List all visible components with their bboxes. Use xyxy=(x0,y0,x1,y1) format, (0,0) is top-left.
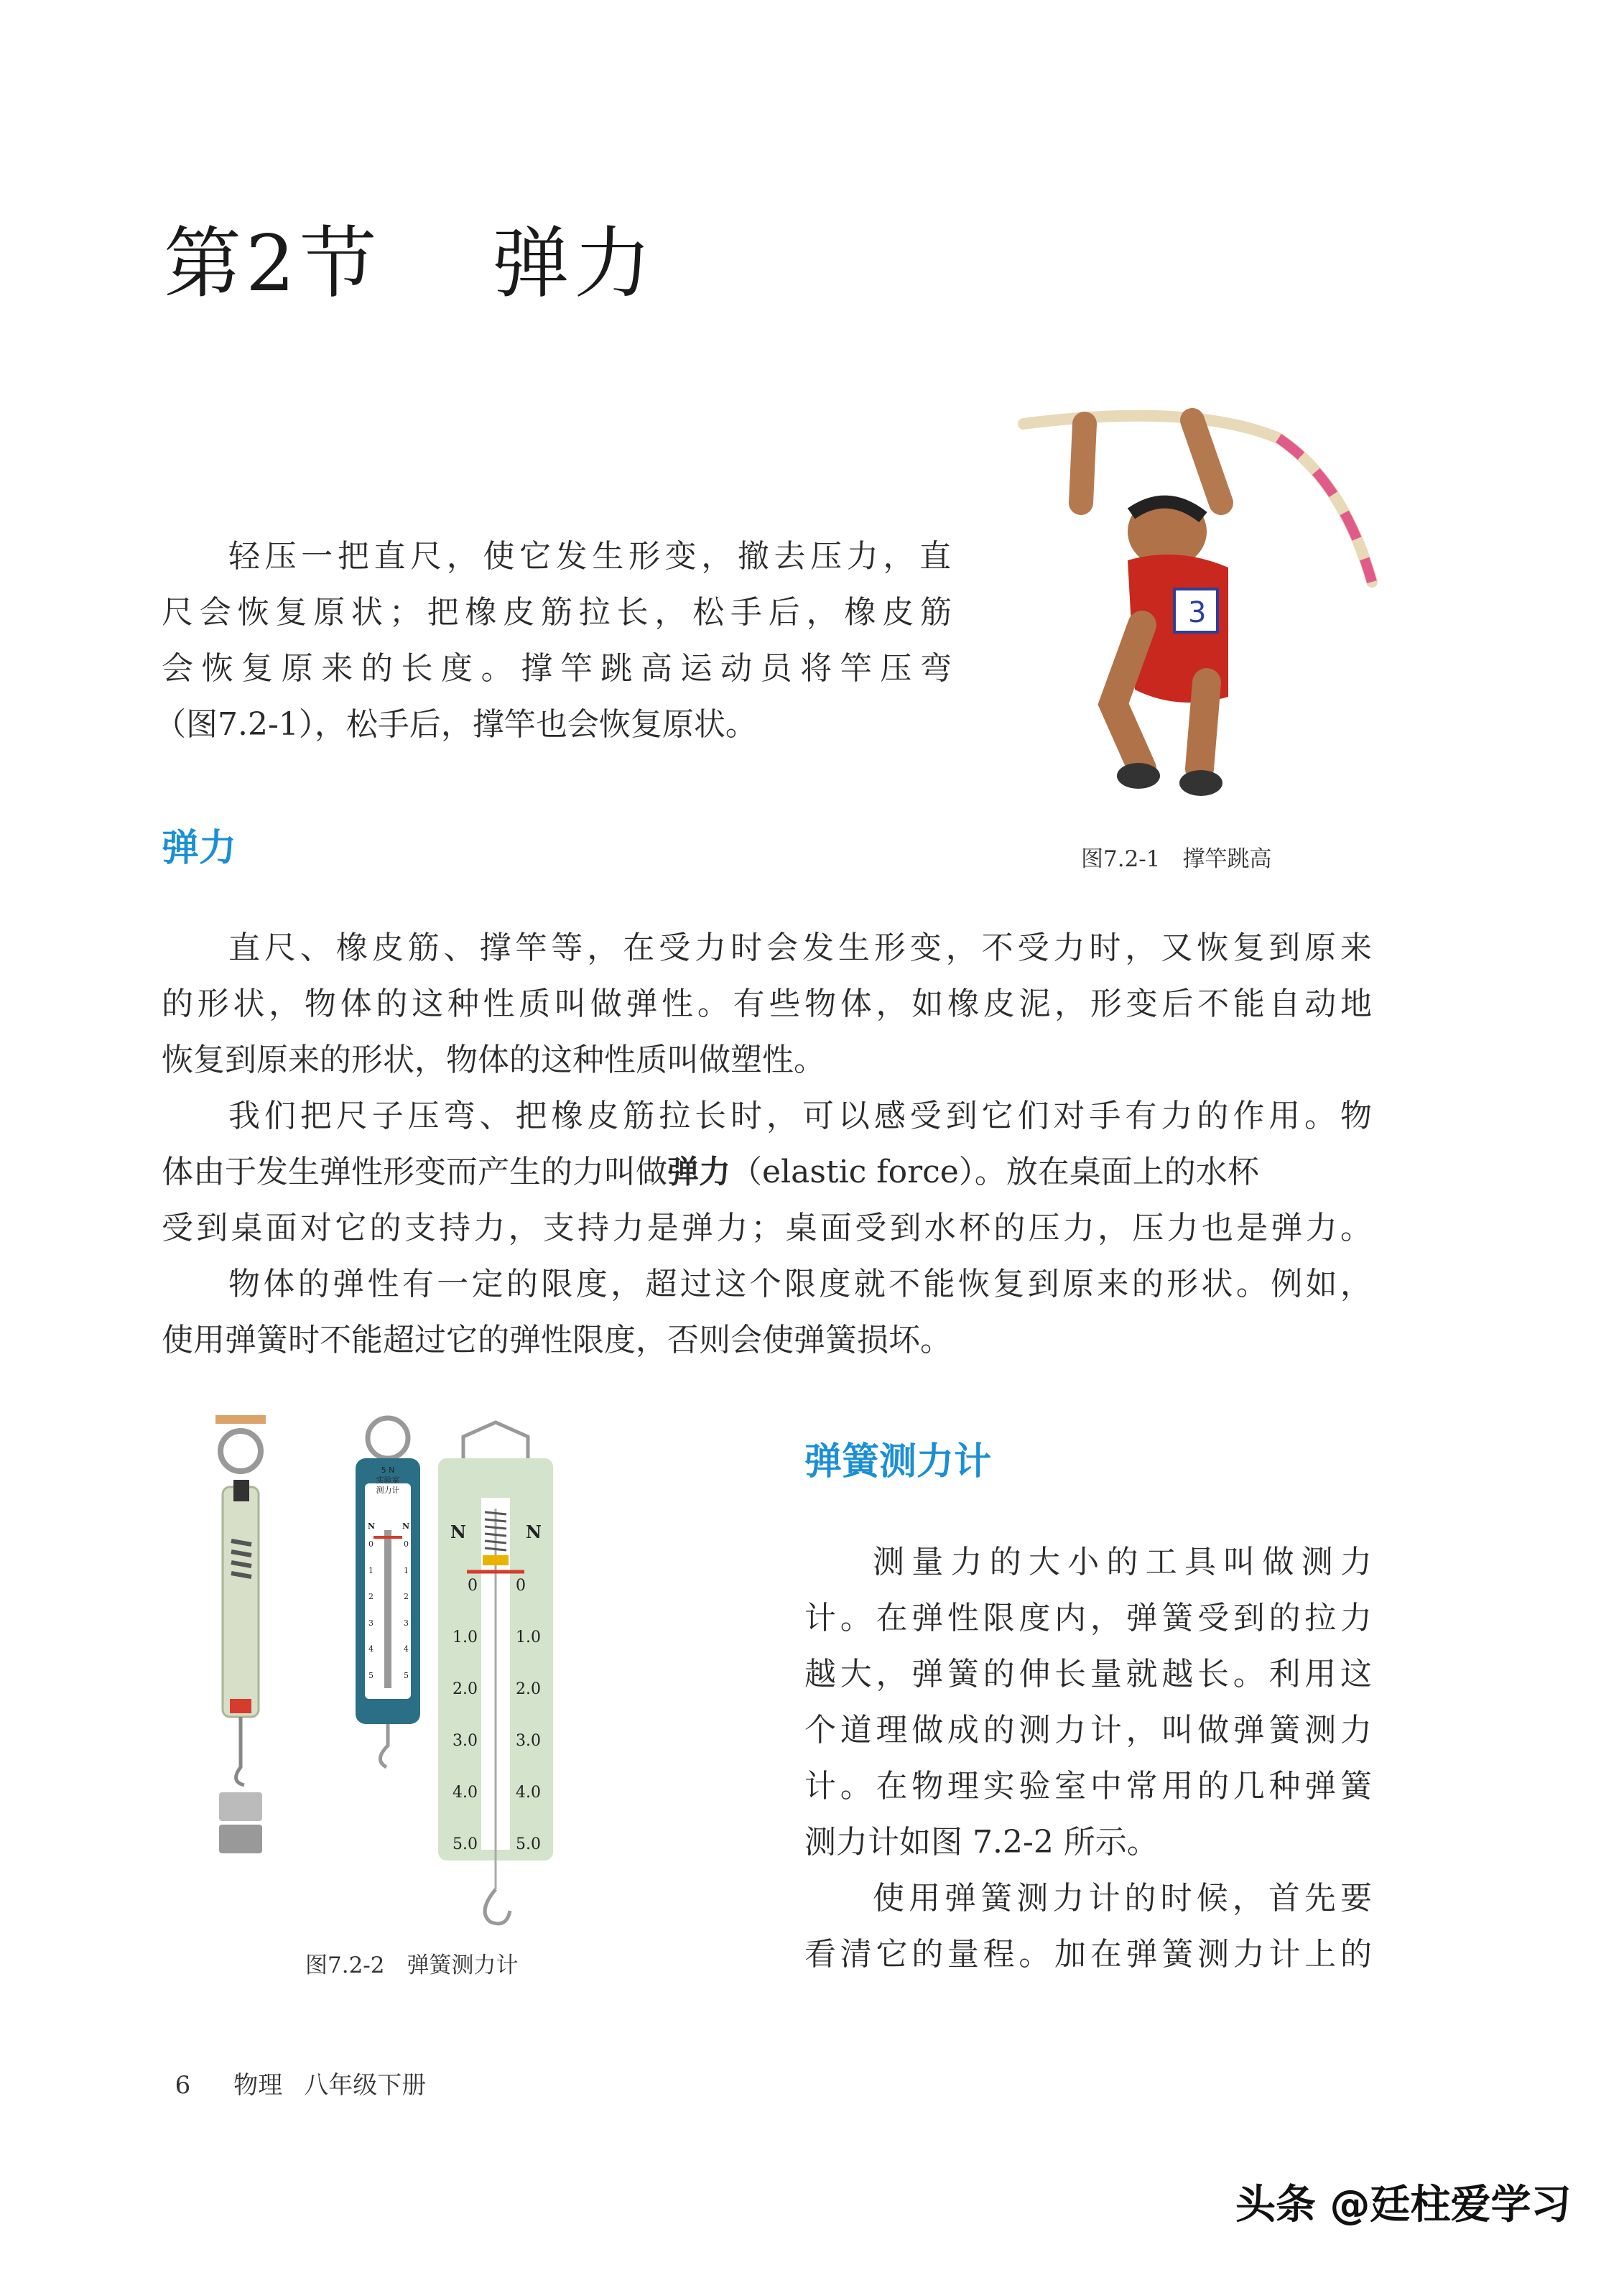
scale-b-ticks-right xyxy=(404,1532,409,1689)
footer-book: 八年级下册 xyxy=(304,2071,427,2100)
unit-label: N xyxy=(450,1521,466,1542)
text-line: 计。在物理实验室中常用的几种弹簧 xyxy=(804,1768,1372,1805)
label: 测力计 xyxy=(376,1486,400,1495)
text-line: （图7.2-1），松手后，撑竿也会恢复原状。 xyxy=(154,706,757,743)
scale-b-ticks-left xyxy=(368,1532,373,1689)
tick-label: 2 xyxy=(404,1592,409,1601)
text-line: 使用弹簧时不能超过它的弹性限度，否则会使弹簧损坏。 xyxy=(162,1322,952,1358)
page-title: 第2节 弹力 xyxy=(164,219,656,309)
tick-label: 5.0 xyxy=(516,1835,541,1853)
unit-label: N xyxy=(526,1521,542,1542)
bib-number: 3 xyxy=(1188,596,1207,629)
text-line: 物体的弹性有一定的限度，超过这个限度就不能恢复到原来的形状。例如， xyxy=(228,1266,1372,1302)
label: 实验室 xyxy=(376,1476,400,1485)
text-line xyxy=(162,1151,1259,1194)
text-line: 看清它的量程。加在弹簧测力计上的 xyxy=(804,1936,1372,1973)
unit-label: N xyxy=(368,1521,376,1531)
tick-label: 0 xyxy=(368,1539,373,1549)
tick-label: 5 xyxy=(368,1670,373,1680)
tick-label: 5 xyxy=(404,1670,409,1680)
scale-b-header xyxy=(371,1465,405,1496)
tick-label: 0 xyxy=(516,1577,526,1595)
text-line: 恢复到原来的形状，物体的这种性质叫做塑性。 xyxy=(162,1042,825,1078)
label: 5 N xyxy=(381,1465,395,1475)
pole-vault-photo xyxy=(1013,395,1386,812)
text-line: 轻压一把直尺，使它发生形变，撤去压力，直 xyxy=(228,538,951,575)
tick-label: 3.0 xyxy=(453,1732,478,1750)
tick-label: 3 xyxy=(368,1618,373,1628)
tick-label: 1 xyxy=(368,1565,373,1575)
tick-label: 4.0 xyxy=(453,1784,478,1802)
tick-label: 2.0 xyxy=(516,1680,541,1698)
text-line: 测量力的大小的工具叫做测力 xyxy=(873,1544,1372,1580)
text-line: 受到桌面对它的支持力，支持力是弹力；桌面受到水杯的压力，压力也是弹力。 xyxy=(162,1210,1372,1246)
text: 体由于发生弹性形变而产生的力叫做 xyxy=(162,1154,667,1190)
tick-label: 1.0 xyxy=(516,1629,541,1646)
text-line: 尺会恢复原状；把橡皮筋拉长，松手后，橡皮筋 xyxy=(162,594,952,631)
spring-scale-drawings xyxy=(194,1394,625,1940)
text-line: 测力计如图 7.2-2 所示。 xyxy=(804,1824,1159,1861)
tick-label: 1.0 xyxy=(453,1629,478,1646)
text-line: 越大，弹簧的伸长量就越长。利用这 xyxy=(804,1656,1372,1692)
tick-label: 5.0 xyxy=(453,1835,478,1853)
page-number: 6 xyxy=(175,2071,191,2100)
text-line: 使用弹簧测力计的时候，首先要 xyxy=(873,1880,1372,1917)
text-line: 会恢复原来的长度。撑竿跳高运动员将竿压弯 xyxy=(162,650,952,687)
scale-c-ticks-left xyxy=(442,1560,478,1871)
tick-label: 4 xyxy=(368,1644,373,1654)
section-heading-elastic-force: 弹力 xyxy=(162,827,237,870)
tick-label: 2 xyxy=(368,1592,373,1601)
text-line: 的形状，物体的这种性质叫做弹性。有些物体，如橡皮泥，形变后不能自动地 xyxy=(162,986,1372,1022)
text-line: 直尺、橡皮筋、撑竿等，在受力时会发生形变，不受力时，又恢复到原来 xyxy=(228,930,1372,966)
tick-label: 1 xyxy=(404,1565,409,1575)
scale-c-ticks-right xyxy=(516,1560,541,1871)
tick-label: 3 xyxy=(404,1618,409,1628)
text-line: 个道理做成的测力计，叫做弹簧测力 xyxy=(804,1712,1372,1748)
footer-subject: 物理 xyxy=(233,2071,283,2100)
watermark: 头条 @廷柱爱学习 xyxy=(1235,2182,1572,2228)
tick-label: 4 xyxy=(404,1644,409,1654)
page-footer xyxy=(159,2037,426,2100)
text-line: 我们把尺子压弯、把橡皮筋拉长时，可以感受到它们对手有力的作用。物 xyxy=(228,1098,1372,1134)
figure-caption: 图7.2-1 撑竿跳高 xyxy=(1081,846,1272,872)
unit-label: N xyxy=(402,1521,410,1531)
tick-label: 0 xyxy=(404,1539,409,1549)
section-heading-spring-scale: 弹簧测力计 xyxy=(804,1440,992,1483)
figure-caption: 图7.2-2 弹簧测力计 xyxy=(305,1952,519,1978)
tick-label: 2.0 xyxy=(453,1680,478,1698)
tick-label: 0 xyxy=(468,1577,478,1595)
tick-label: 3.0 xyxy=(516,1732,541,1750)
key-term: 弹力 xyxy=(667,1154,730,1190)
spring-scales-figure xyxy=(194,1394,625,1940)
tick-label: 4.0 xyxy=(516,1784,541,1802)
text-line: 计。在弹性限度内，弹簧受到的拉力 xyxy=(804,1600,1372,1636)
text: （elastic force）。放在桌面上的水杯 xyxy=(730,1154,1259,1190)
